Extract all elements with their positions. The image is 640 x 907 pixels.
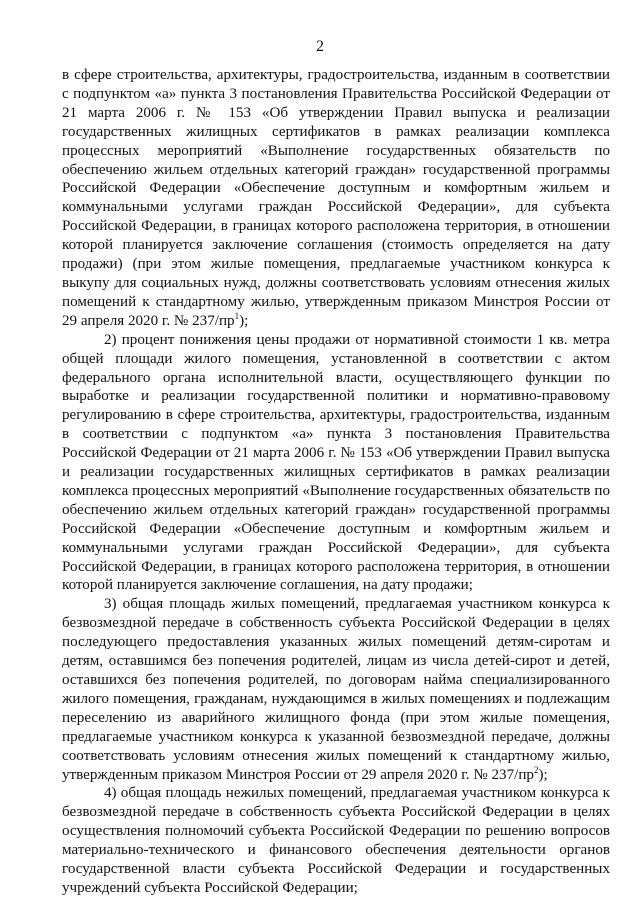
- paragraph-item-2: [62, 331, 610, 596]
- page-number: 2: [316, 38, 324, 55]
- footnote-marker: 2: [533, 764, 539, 775]
- paragraph-continuation: [62, 66, 610, 331]
- paragraph-tail: );: [239, 312, 249, 329]
- paragraph-item-4: [62, 784, 610, 897]
- paragraph-item-3: [62, 595, 610, 784]
- paragraph-text: 4) общая площадь нежилых помещений, предлагаемая участником конкурса к безвозмездной передаче в собственность субъекта Российской Федерации в целях осуществления полномочий субъекта Российской Федерации по решению вопросов материально-технического и финансового обеспечения деятельности органов государственной власти субъекта Российской Федерации и государственных учреждений субъекта Российской Федерации;: [62, 785, 610, 896]
- paragraph-tail: );: [538, 766, 548, 783]
- paragraph-text: в сфере строительства, архитектуры, градостроительства, изданным в соответствии с подпунктом «а» пункта 3 постановления Правительства Российской Федерации от 21 марта 2006 г. № 153 «Об утверждении Правил выпуска и реализации государственных жилищных сертификатов в рамках реализации комплекса процессных мероприятий «Выполнение государственных обязательств по обеспечению жильем отдельных категорий граждан» государственной программы Российской Федерации «Обеспечение доступным и комфортным жильем и коммунальными услугами граждан Российской Федерации», для субъекта Российской Федерации, в границах которого расположена территория, в отношении которой планируется заключение соглашения (стоимость определяется на дату продажи) (при этом жилые помещения, предлагаемые участником конкурса к выкупу для социальных нужд, должны соответствовать условиям отнесения жилых помещений к стандартному жилью, утвержденным приказом Минстроя России от 29 апреля 2020 г. № 237/пр: [62, 67, 610, 329]
- paragraph-text: 2) процент понижения цены продажи от нормативной стоимости 1 кв. метра общей площади жилого помещения, установленной в соответствии с актом федерального органа исполнительной власти, осуществляющего функции по выработке и реализации государственной политики и нормативно-правовому регулированию в сфере строительства, архитектуры, градостроительства, изданным в соответствии с подпунктом «а» пункта 3 постановления Правительства Российской Федерации от 21 марта 2006 г. № 153 «Об утверждении Правил выпуска и реализации государственных жилищных сертификатов в рамках реализации комплекса процессных мероприятий «Выполнение государственных обязательств по обеспечению жильем отдельных категорий граждан» государственной программы Российской Федерации «Обеспечение доступным и комфортным жильем и коммунальными услугами граждан Российской Федерации», для субъекта Российской Федерации, в границах которого расположена территория, в отношении которой планируется заключение соглашения, на дату продажи;: [62, 331, 610, 594]
- document-body: [62, 66, 610, 898]
- paragraph-text: 3) общая площадь жилых помещений, предлагаемая участником конкурса к безвозмездной передаче в собственность субъекта Российской Федерации в целях последующего предоставления указанных жилых помещений детям-сиротам и детям, оставшимся без попечения родителей, лицам из числа детей-сирот и детей, оставшихся без попечения родителей, по договорам найма специализированного жилого помещения, гражданам, нуждающимся в жилых помещениях и подлежащим переселению из аварийного жилищного фонда (при этом жилые помещения, предлагаемые участником конкурса к указанной безвозмездной передаче, должны соответствовать условиям отнесения жилых помещений к стандартному жилью, утвержденным приказом Минстроя России от 29 апреля 2020 г. № 237/пр: [62, 596, 610, 783]
- footnote-marker: 1: [234, 310, 240, 321]
